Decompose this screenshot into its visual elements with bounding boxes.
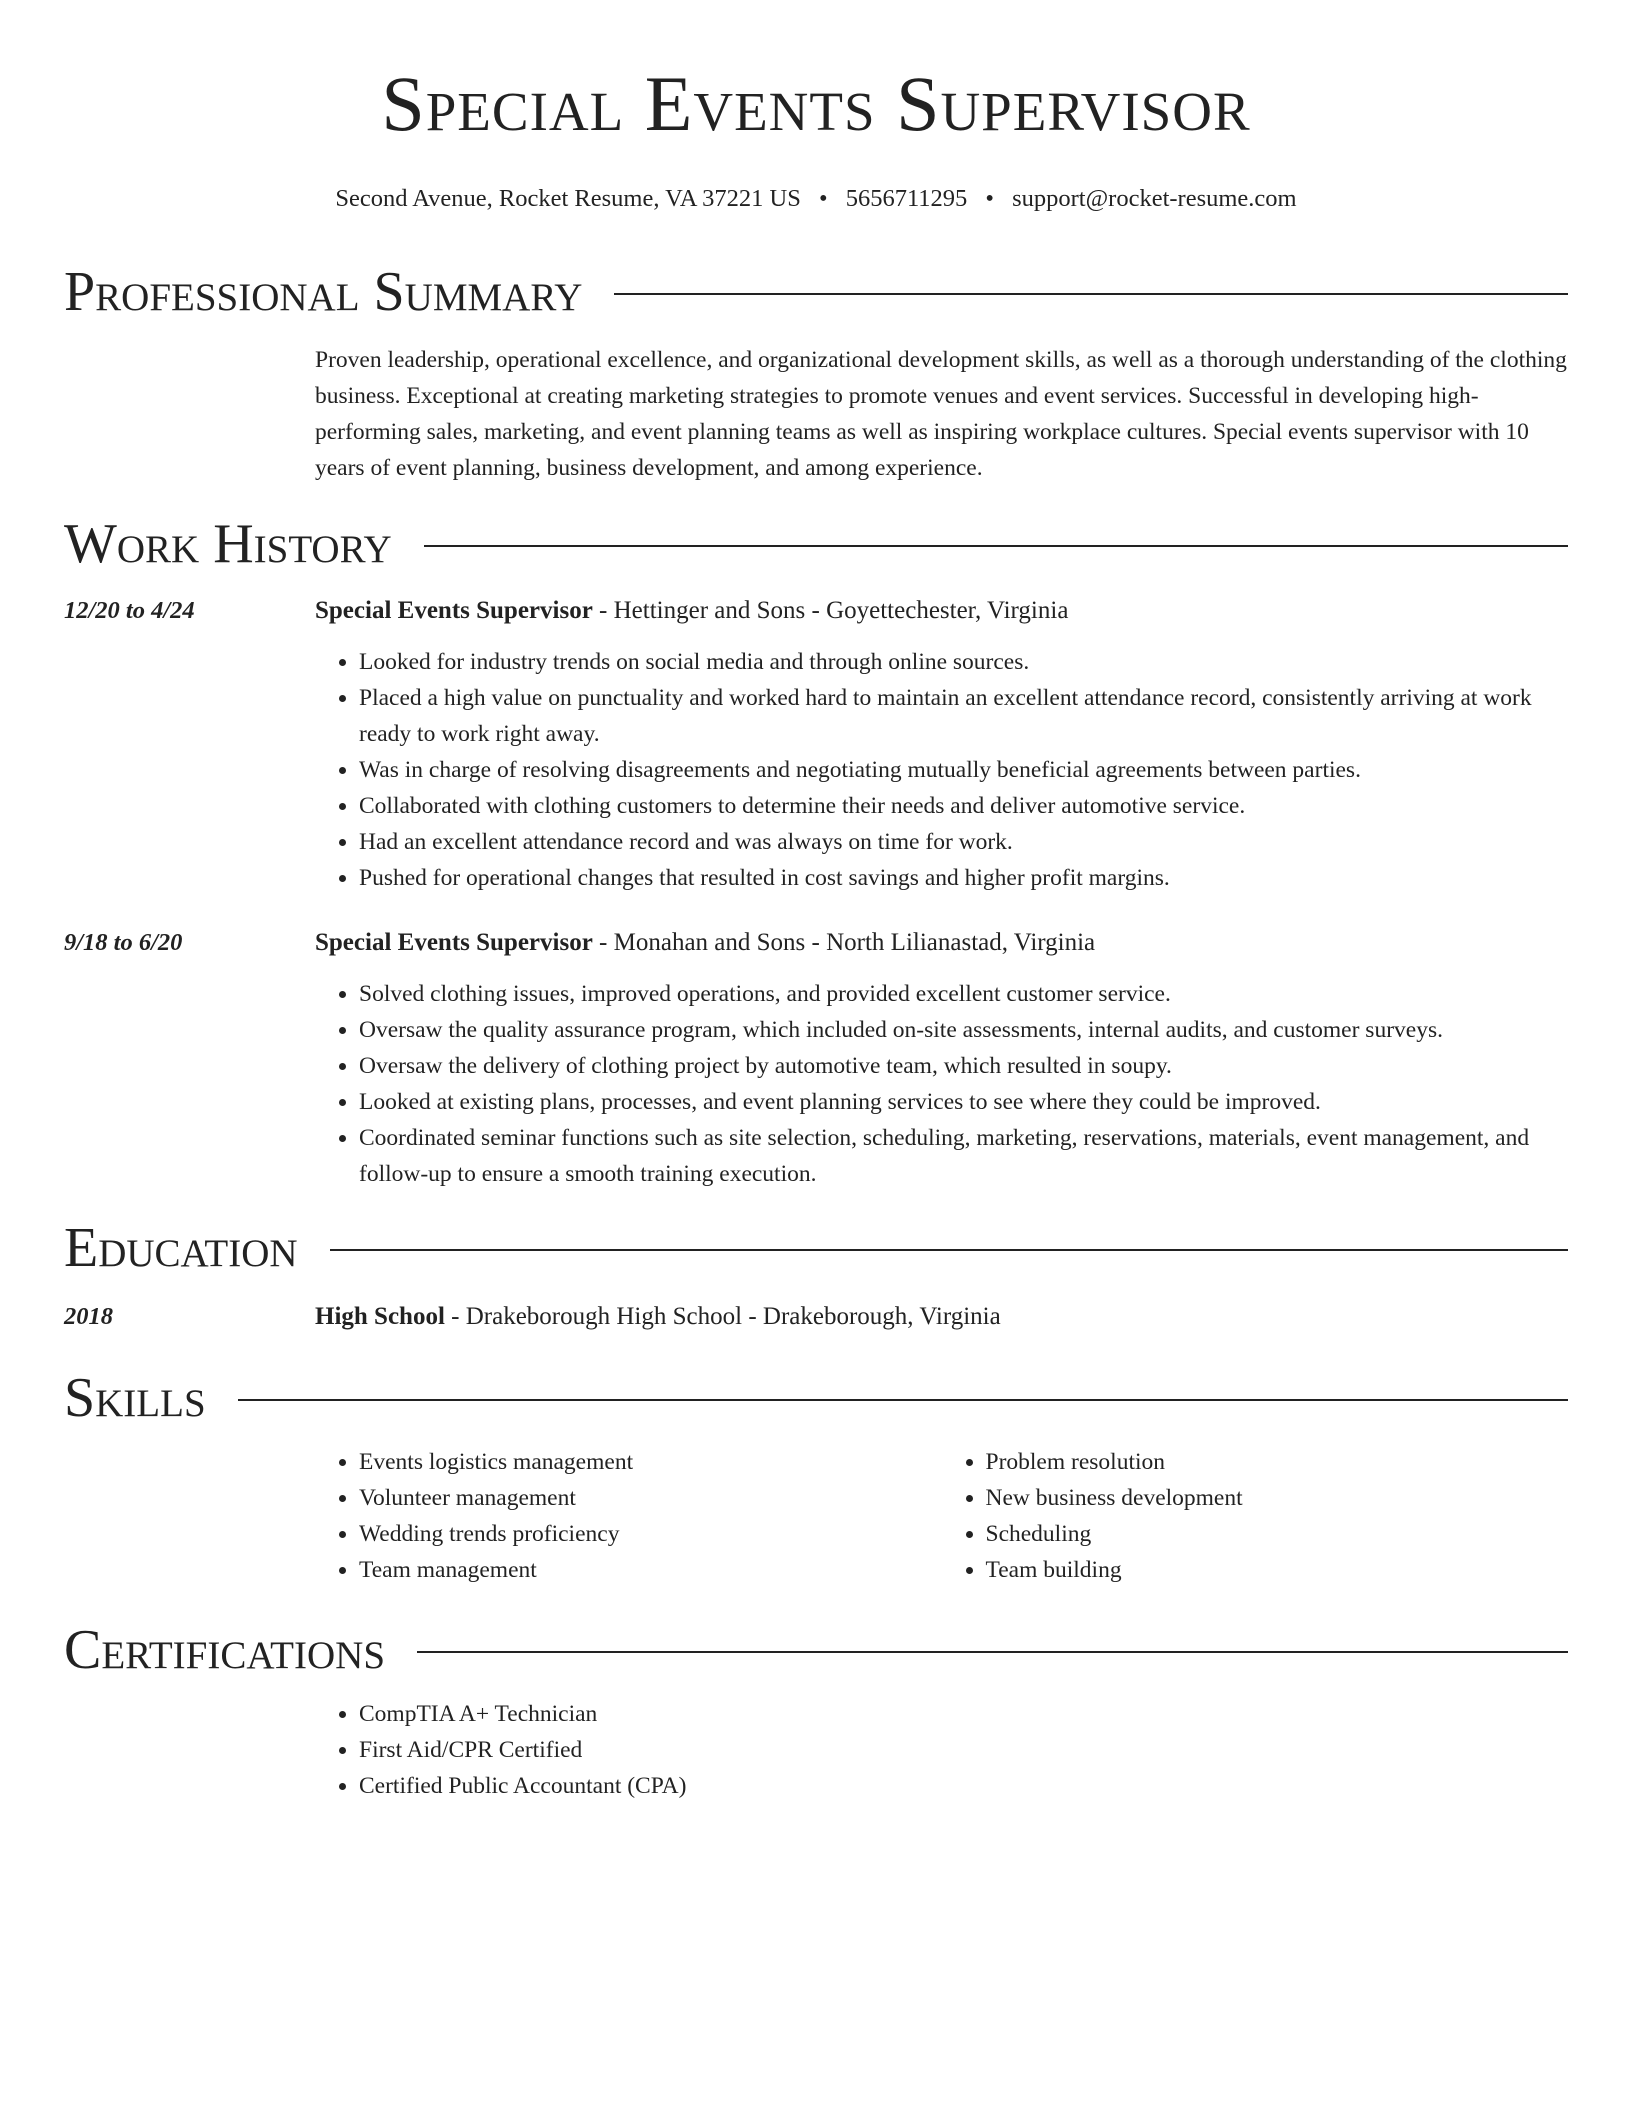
contact-line bbox=[64, 184, 1568, 214]
contact-address: Second Avenue, Rocket Resume, VA 37221 US bbox=[335, 185, 801, 212]
certifications-section-title: Certifications bbox=[64, 1619, 386, 1681]
contact-phone: 5656711295 bbox=[845, 185, 968, 212]
certification-item: • CompTIA A+ Technician bbox=[359, 1696, 1568, 1732]
skill-item: • Wedding trends proficiency bbox=[359, 1516, 942, 1552]
work-entry-bullets bbox=[315, 976, 1568, 1192]
resume-name: Special Events Supervisor bbox=[381, 60, 1251, 147]
skills-grid bbox=[315, 1444, 1568, 1588]
section-divider bbox=[417, 1651, 1568, 1653]
list-item: • Pushed for operational changes that resulted in cost savings and higher profit margins. bbox=[359, 860, 1568, 896]
work-entry-dates: 12/20 to 4/24 bbox=[64, 597, 195, 624]
work-entry bbox=[64, 926, 1568, 1192]
education-section-title: Education bbox=[64, 1217, 298, 1279]
certification-item: • Certified Public Accountant (CPA) bbox=[359, 1768, 1568, 1804]
education-entry-title bbox=[315, 1300, 1568, 1334]
contact-separator: • bbox=[985, 185, 994, 212]
certifications-section-header bbox=[64, 1619, 1568, 1681]
work-section-title: Work History bbox=[64, 513, 392, 575]
skill-item: • Team management bbox=[359, 1552, 942, 1588]
education-section-header bbox=[64, 1217, 1568, 1279]
education-entry bbox=[64, 1300, 1568, 1334]
list-item: • Placed a high value on punctuality and worked hard to maintain an excellent attendance record, consistently arriving at work ready to work right away. bbox=[359, 680, 1568, 752]
list-item: • Coordinated seminar functions such as site selection, scheduling, marketing, reservations, materials, event management, and follow-up to ensure a smooth training execution. bbox=[359, 1120, 1568, 1192]
list-item: • Solved clothing issues, improved operations, and provided excellent customer service. bbox=[359, 976, 1568, 1012]
education-entry-body bbox=[315, 1300, 1568, 1334]
certifications-list bbox=[315, 1696, 1568, 1804]
certifications-bullets bbox=[315, 1696, 1568, 1804]
skill-item: • New business development bbox=[986, 1480, 1569, 1516]
education-entry-dates: 2018 bbox=[64, 1303, 113, 1330]
skill-item: • Scheduling bbox=[986, 1516, 1569, 1552]
work-entry-bullets bbox=[315, 644, 1568, 896]
list-item: • Was in charge of resolving disagreements and negotiating mutually beneficial agreements between parties. bbox=[359, 752, 1568, 788]
list-item: • Oversaw the quality assurance program, which included on-site assessments, internal audits, and customer surveys. bbox=[359, 1012, 1568, 1048]
list-item: • Looked at existing plans, processes, and event planning services to see where they could be improved. bbox=[359, 1084, 1568, 1120]
contact-separator: • bbox=[818, 185, 828, 212]
work-entry bbox=[64, 594, 1568, 896]
skill-item: • Events logistics management bbox=[359, 1444, 942, 1480]
certification-item: • First Aid/CPR Certified bbox=[359, 1732, 1568, 1768]
work-entry-title bbox=[315, 594, 1568, 628]
work-entry-body bbox=[315, 594, 1568, 896]
skills-section-title: Skills bbox=[64, 1367, 206, 1429]
skill-item: • Team building bbox=[986, 1552, 1569, 1588]
skill-item: • Problem resolution bbox=[986, 1444, 1569, 1480]
work-entry-detail: - Monahan and Sons - North Lilianastad, Virginia bbox=[592, 929, 1096, 956]
section-divider bbox=[424, 545, 1568, 547]
summary-section-header bbox=[64, 261, 1568, 323]
skills-column-left bbox=[315, 1444, 942, 1588]
education-detail: - Drakeborough High School - Drakeborough, Virginia bbox=[444, 1303, 1001, 1330]
list-item: • Had an excellent attendance record and was always on time for work. bbox=[359, 824, 1568, 860]
summary-section-title: Professional Summary bbox=[64, 261, 583, 323]
education-degree: High School bbox=[315, 1303, 445, 1330]
section-divider bbox=[238, 1399, 1568, 1401]
list-item: • Looked for industry trends on social media and through online sources. bbox=[359, 644, 1568, 680]
work-entry-position: Special Events Supervisor bbox=[315, 597, 593, 624]
contact-email: support@rocket-resume.com bbox=[1012, 185, 1297, 212]
summary-text: Proven leadership, operational excellence, and organizational development skills, as well as a thorough understanding of the clothing business. Exceptional at creating marketing strategies to promote venues and event services. Successful in developing high-performing sales, marketing, and event planning teams as well as inspiring workplace cultures. Special events supervisor with 10 years of event planning, business development, and among experience. bbox=[315, 347, 1567, 481]
work-entry-detail: - Hettinger and Sons - Goyettechester, Virginia bbox=[592, 597, 1069, 624]
section-divider bbox=[614, 293, 1568, 295]
list-item: • Oversaw the delivery of clothing project by automotive team, which resulted in soupy. bbox=[359, 1048, 1568, 1084]
skills-section-header bbox=[64, 1367, 1568, 1429]
skills-column-right bbox=[942, 1444, 1569, 1588]
list-item: • Collaborated with clothing customers to determine their needs and deliver automotive service. bbox=[359, 788, 1568, 824]
work-entry-body bbox=[315, 926, 1568, 1192]
work-entry-title bbox=[315, 926, 1568, 960]
work-entry-dates: 9/18 to 6/20 bbox=[64, 929, 183, 956]
work-section-header bbox=[64, 513, 1568, 575]
work-entry-position: Special Events Supervisor bbox=[315, 929, 593, 956]
section-divider bbox=[330, 1249, 1568, 1251]
skill-item: • Volunteer management bbox=[359, 1480, 942, 1516]
